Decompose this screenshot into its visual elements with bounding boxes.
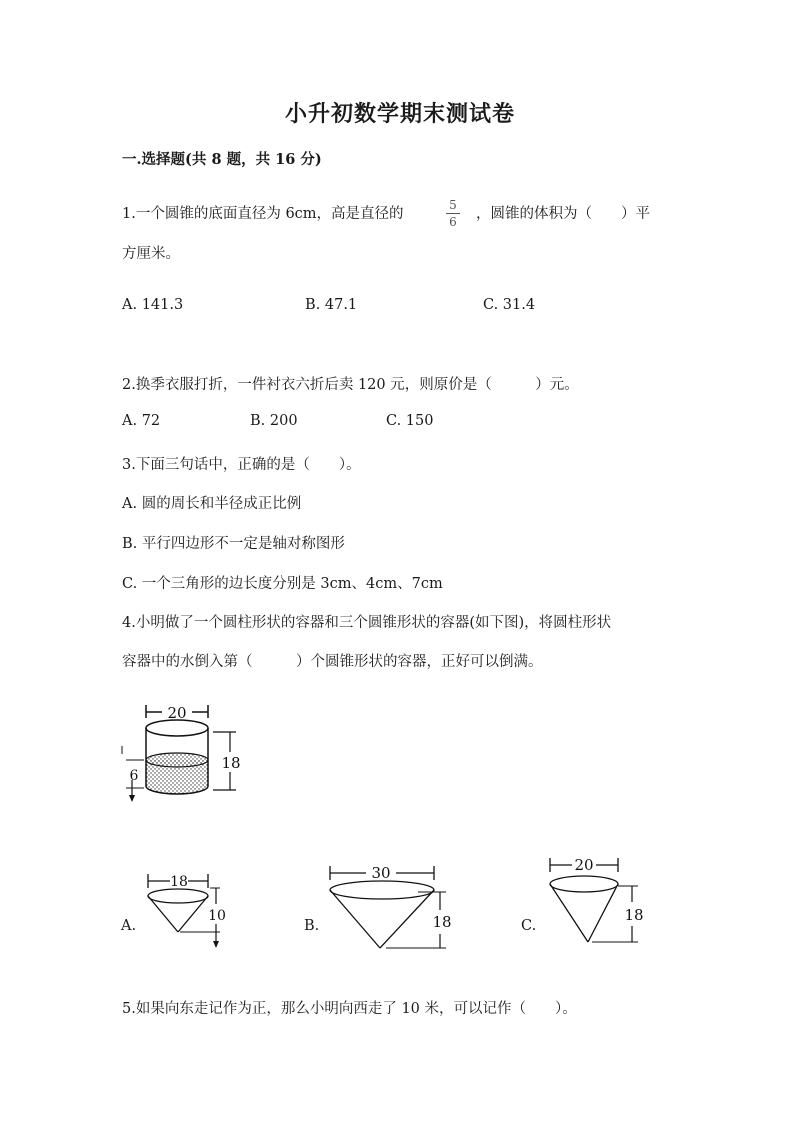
cone-c-label[interactable]: C. xyxy=(521,918,537,934)
cone-c-diameter-label: 20 xyxy=(574,856,594,874)
cone-a-label[interactable]: A. xyxy=(121,918,137,934)
cone-b-diameter-label: 30 xyxy=(371,864,391,882)
question-1-fraction xyxy=(446,198,460,229)
cone-c-height-label: 18 xyxy=(624,906,644,924)
question-2-option-c[interactable]: C. 150 xyxy=(386,413,434,429)
cone-b-figure xyxy=(322,858,462,954)
cylinder-diameter-label: 20 xyxy=(167,704,187,722)
cylinder-water-label: 6 xyxy=(129,768,139,784)
question-4-text-line2: 容器中的水倒入第（ ）个圆锥形状的容器，正好可以倒满。 xyxy=(122,654,543,670)
question-1-option-c[interactable]: C. 31.4 xyxy=(483,297,536,313)
question-2-option-a[interactable]: A. 72 xyxy=(122,413,161,429)
cone-b-height-label: 18 xyxy=(432,913,452,931)
question-1-text: 1.一个圆锥的底面直径为 6cm，高是直径的 xyxy=(122,206,404,222)
cylinder-height-label: 18 xyxy=(221,754,241,772)
question-2-option-b[interactable]: B. 200 xyxy=(250,413,298,429)
question-1-option-a[interactable]: A. 141.3 xyxy=(122,297,184,313)
cone-a-diameter-label: 18 xyxy=(170,874,188,890)
question-3-option-a[interactable]: A. 圆的周长和半径成正比例 xyxy=(122,496,302,512)
question-2-text: 2.换季衣服打折，一件衬衣六折后卖 120 元，则原价是（ ）元。 xyxy=(122,377,579,393)
cone-b-label[interactable]: B. xyxy=(304,918,320,934)
fraction-numerator: 5 xyxy=(449,198,457,212)
question-1-text-line2: 方厘米。 xyxy=(122,246,180,262)
question-3-option-b[interactable]: B. 平行四边形不一定是轴对称图形 xyxy=(122,536,345,552)
cone-a-figure xyxy=(140,866,235,950)
cone-c-figure xyxy=(540,852,650,952)
question-3-option-c[interactable]: C. 一个三角形的边长度分别是 3cm、4cm、7cm xyxy=(122,576,443,592)
question-3-text: 3.下面三句话中，正确的是（ ）。 xyxy=(122,457,361,473)
cone-a-height-label: 10 xyxy=(208,908,226,924)
question-1-text-cont: ，圆锥的体积为（ ）平 xyxy=(476,206,650,222)
section-heading: 一.选择题(共 8 题，共 16 分) xyxy=(122,151,322,168)
page-title: 小升初数学期末测试卷 xyxy=(284,101,515,127)
question-1-option-b[interactable]: B. 47.1 xyxy=(305,297,358,313)
fraction-denominator: 6 xyxy=(449,215,457,229)
question-4-text-line1: 4.小明做了一个圆柱形状的容器和三个圆锥形状的容器(如下图)，将圆柱形状 xyxy=(122,615,612,631)
cylinder-figure xyxy=(118,700,268,810)
question-5-text: 5.如果向东走记作为正，那么小明向西走了 10 米，可以记作（ ）。 xyxy=(122,1001,577,1017)
